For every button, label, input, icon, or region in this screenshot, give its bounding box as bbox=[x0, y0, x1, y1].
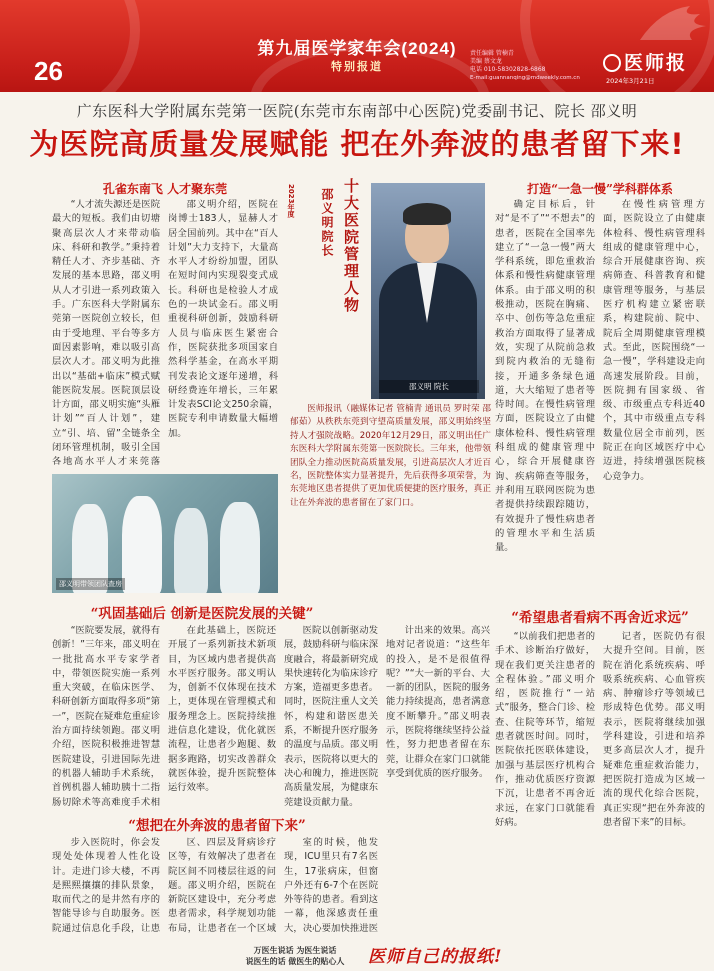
newspaper-name bbox=[603, 48, 687, 75]
portrait-photo bbox=[371, 183, 485, 399]
article-column: 记者，医院仍有很大提升空间。目前，医院在消化系统疾病、呼吸系统疾病、心血管疾病、肿瘤诊疗等领域已形成特色优势。邵义明表示，医院将继续加强学科建设，引进和培养更多高层次人才，提升疑难危重症救治能力，把医院打造成为区域一流的现代化综合医院，真正实现“把在外奔波的患者留下来”的目标。 bbox=[603, 631, 705, 828]
portrait-caption: 邵义明 院长 bbox=[379, 380, 479, 393]
award-slogan bbox=[289, 178, 369, 348]
photo-caption: 邵义明带领团队查房 bbox=[56, 578, 125, 590]
award-slogan-line: 十大医院管理人物 bbox=[342, 178, 360, 314]
photo-figure bbox=[174, 508, 208, 593]
editor-line: 电话 010-58302828-6868 bbox=[470, 66, 546, 73]
article-column: 邵义明介绍，医院在岗博士183人，显赫人才居全国前列。其中在“百人计划”大力支持下，大量高水平人才纷纷加盟，团队在短时间内实现裂变式成长。科研也是检验人才成色的一块试金石。邵义明重视科研创新，鼓励科研人员与临床医生紧密合作，医院获批多项国家自然科学基金，在高水平期刊发表论文逐年递增，科研经费连年增长，三年累计发表SCI论文250余篇，医院专利申请数量大幅增加。 bbox=[168, 199, 278, 439]
article-subtitle: 广东医科大学附属东莞第一医院(东莞市东南部中心医院)党委副书记、院长 邵义明 bbox=[76, 102, 638, 120]
award-slogan-line: 邵义明院长 bbox=[320, 188, 334, 258]
section-heading-disciplines: 打造“一急一慢”学科群体系 bbox=[527, 182, 673, 196]
article-column: 在慢性病管理方面，医院设立了由健康体检科、慢性病管理科组成的健康管理中心，综合开展健康咨询、疾病筛查、科普教育和健康管理等服务，与基层医疗机构建立紧密联系，构建院前、院中、院后全周期健康管理模式。至此，医院围绕“一急一慢”，学科建设走向高速发展阶段。目前，医院拥有国家级、省级、市级重点专科近40个，其中市级重点专科数量位居全市前列，医院正在向区域医疗中心迈进，持续增强医院核心竞争力。 bbox=[603, 199, 705, 482]
article-column: 医院以创新驱动发展，鼓励科研与临床深度融合，将最新研究成果快速转化为临床诊疗方案，造福更多患者。同时，医院注重人文关怀，构建和谐医患关系，不断提升医疗服务的温度与品质。邵义明表示，医院将以更大的决心和魄力，推进医院高质量发展，为健康东莞建设贡献力量。 bbox=[284, 625, 378, 808]
editor-info bbox=[470, 50, 600, 82]
section-heading-talent: 孔雀东南飞 人才聚东莞 bbox=[102, 182, 228, 196]
award-year: 2023年度 bbox=[287, 184, 295, 218]
article-column: “人才流失源还是医院最大的短板。我们由切塘聚高层次人才来带动临床、科研和教学。”秉持着精任人才、齐步基础、齐发展的基本思路，邵义明从人才引进一系列政策入手。广东医科大学附属东莞第一医院创立较长，但由于受地理、平台等多方面因素影响，难以吸引高层次人才。邵义明为此推出以“基础+临床”模式赋能医院发展。医院顶层设计方面，邵义明实施“头雁计划”“百人计划”，建立“引、培、留”全链条全闭环管理机制，吸引全国各地高水平人才来莞落 bbox=[52, 199, 160, 468]
ward-round-photo bbox=[52, 474, 278, 593]
section-heading-retain: “想把在外奔波的患者留下来” bbox=[128, 818, 306, 834]
photo-figure bbox=[220, 502, 260, 593]
article-title: 为医院高质量发展赋能 把在外奔波的患者留下来! bbox=[29, 127, 685, 161]
editor-email: E-mail:guannanqing@mdweekly.com.cn bbox=[470, 75, 580, 81]
editor-line: 责任编辑 管楠青 bbox=[470, 50, 514, 57]
masthead-banner bbox=[0, 0, 714, 92]
page-number: 26 bbox=[34, 56, 63, 86]
section-label: 特别报道 bbox=[331, 60, 383, 73]
footer-slogan-line: 万医生说话 为医生说话 bbox=[253, 946, 337, 955]
photo-figure bbox=[122, 496, 162, 593]
section-heading-patients: “希望患者看病不再舍近求远” bbox=[511, 610, 689, 626]
article-column: 区、四层及肾病诊疗区等，有效解决了患者在院区间不同楼层往返的问题。邵义明介绍，医院在新院区建设中，充分考虑患者需求，科学规划功能布局，让患者在一个区域 bbox=[168, 837, 276, 934]
article-column: 步入医院时，你会发现处处体现着人性化设计。走进门诊大楼，不再是熙熙攘攘的排队景象，取而代之的是井然有序的智能导诊与自助服务。医院通过信息化手段，让患 bbox=[52, 837, 160, 934]
paper-name-text: 医师报 bbox=[624, 53, 688, 74]
portrait-hair bbox=[403, 203, 451, 225]
footer-slogan bbox=[222, 945, 368, 967]
article-column: “以前我们把患者的手术、诊断治疗做好，现在我们更关注患者的全程体验。”邵义明介绍，医院推行“一站式”服务，整合门诊、检查、住院等环节，缩短患者就医时间。同时，医院依托医联体建设，加强与基层医疗机构合作，推动优质医疗资源下沉，让患者不再舍近求远，在家门口就能看好病。 bbox=[495, 631, 595, 828]
conference-title: 第九届医学家年会(2024) bbox=[257, 39, 457, 58]
editor-line: 美编 蔡文龙 bbox=[470, 58, 502, 65]
article-column: 确定目标后，针对“是不了”“不想去”的患者，医院在全国率先建立了“一急一慢”两大学科系统，即危重救治体系和慢性病健康管理体系。由于邵义明的积极推动，医院在胸痛、卒中、创伤等急危重症救治方面取得了显著成效，实现了从院前急救到院内救治的无缝衔接，开通多条绿色通道，大大缩短了患者等待时间。在慢性病管理方面，医院设立了由健康体检科、慢性病管理科组成的健康管理中心，综合开展健康咨询、疾病筛查等服务，并利用互联网医院为患者提供持续跟踪随访，有效提升了慢性病患者的管理水平和生活质量。 bbox=[495, 199, 595, 554]
page-footer bbox=[0, 938, 714, 971]
footer-brand: 医师自己的报纸! bbox=[368, 947, 503, 967]
paper-logo-icon bbox=[603, 54, 621, 72]
footer-slogan-line: 说医生的话 做医生的贴心人 bbox=[245, 957, 345, 966]
article-intro: 医师报讯（融媒体记者 管楠青 通讯员 罗时荣 邵郁茹）从秩秩东莞到守望高质量发展，邵义明始终坚持人才强院战略。2020年12月29日，邵义明出任广东医科大学附属东莞第一医院院长。三年来，他带领团队全力推动医院高质量发展，引进高层次人才近百名，医院整体实力显著提升，先后获得多项荣誉，为东莞地区患者提供了更加优质便捷的医疗服务，真正让在外奔波的患者留在了家门口。 bbox=[290, 404, 491, 508]
publish-date: 2024年3月21日 bbox=[606, 77, 655, 85]
article-column: 在此基础上，医院还开展了一系列新技术新项目，为区域内患者提供高水平医疗服务。邵义明认为，创新不仅体现在技术上，更体现在管理模式和服务理念上。医院持续推进信息化建设，优化就医流程，让患者少跑腿、数据多跑路，切实改善群众就医体验，提升医院整体运行效率。 bbox=[168, 625, 276, 794]
section-heading-innovation: “巩固基础后 创新是医院发展的关键” bbox=[90, 606, 314, 622]
article-column: 室的时候，他发现，ICU里只有7名医生，17张病床，但窗户外还有6-7个在医院外等待的患者。看到这一幕，他深感责任重大，决心要加快推进医 bbox=[284, 837, 378, 934]
article-column: 计出来的效果。高兴地对记者说道：“这些年的投入，是不是很值得呢？”“大一新的平台、大一新的团队，医院的服务能力持续提高，患者满意度不断攀升。”邵义明表示，医院将继续坚持公益性，努力把患者留在东莞，让群众在家门口就能享受到优质的医疗服务。 bbox=[386, 625, 490, 779]
article-column: “医院要发展，就得有创新！”三年来，邵义明在一批批高水平专家学者中，带领医院实施一系列重大突破，在临床医学、科研创新方面取得多项“第一”，医院在疑难危重症诊治方面持续领跑。邵义明介绍，医院积极推进智慧医院建设，引进国际先进的机器人辅助手术系统，首例机器人辅助胰十二指肠切除术等高难度手术相 bbox=[52, 625, 160, 808]
